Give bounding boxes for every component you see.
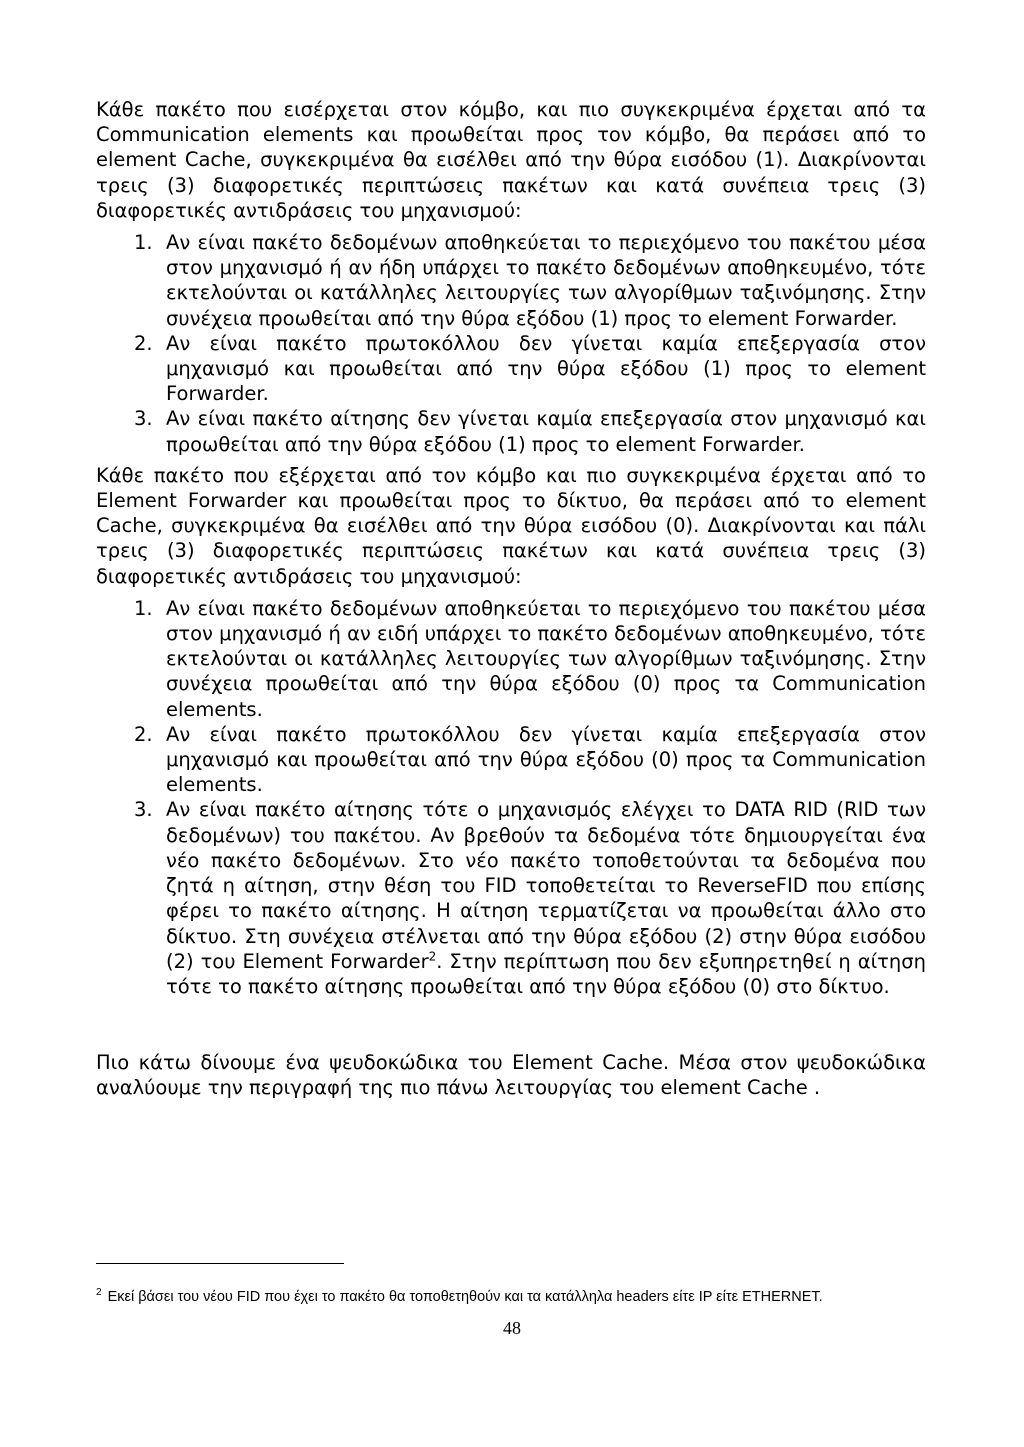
list-item <box>96 722 926 798</box>
list-item <box>96 331 926 407</box>
list-item <box>96 406 926 456</box>
list-number: 3. <box>134 798 153 822</box>
outgoing-paragraph: Κάθε πακέτο που εξέρχεται από τον κόμβο και πιο συγκεκριμένα έρχεται από το Element Forwarder και προωθείται προς το δίκτυο, θα περάσει από το element Cache, συγκεκριμένα θα εισέλθει από την θύρα εισόδου (0). Διακρίνονται και πάλι τρεις (3) διαφορετικές περιπτώσεις πακέτων και κατά συνέπεια τρεις (3) διαφορετικές αντιδράσεις του μηχανισμού: <box>96 463 926 588</box>
footnote-separator <box>96 1263 344 1264</box>
paragraph-gap <box>96 1005 926 1050</box>
list-item-text: Αν είναι πακέτο πρωτοκόλλου δεν γίνεται καμία επεξεργασία στον μηχανισμό και προωθείται από την θύρα εξόδου (1) προς το element Forwarder. <box>166 331 926 406</box>
list-number: 1. <box>134 231 153 255</box>
footnote <box>96 1287 926 1307</box>
closing-paragraph: Πιο κάτω δίνουμε ένα ψευδοκώδικα του Element Cache. Μέσα στον ψευδοκώδικα αναλύουμε την περιγραφή της πιο πάνω λειτουργίας του element Cache . <box>96 1051 926 1100</box>
list-item <box>96 596 926 722</box>
list-item-text: Αν είναι πακέτο αίτησης δεν γίνεται καμία επεξεργασία στον μηχανισμό και προωθείται από την θύρα εξόδου (1) προς το element Forwarder. <box>166 407 926 456</box>
list-item-text: Αν είναι πακέτο δεδομένων αποθηκεύεται το περιεχόμενο του πακέτου μέσα στον μηχανισμό ή αν ειδή υπάρχει το πακέτο δεδομένων αποθηκευμένο, τότε εκτελούνται οι κατάλληλες λειτουργίες των αλγορίθμων ταξινόμησης. Στην συνέχεια προωθείται από την θύρα εξόδου (0) προς τα Communication elements. <box>166 596 926 721</box>
list-number: 3. <box>134 407 153 431</box>
footnote-mark: 2 <box>96 1287 102 1299</box>
footnote-text: Εκεί βάσει του νέου FID που έχει το πακέτο θα τοποθετηθούν και τα κατάλληλα headers είτε IP είτε ETHERNET. <box>107 1289 823 1305</box>
outgoing-cases-list <box>96 596 926 999</box>
list-item-text: Αν είναι πακέτο δεδομένων αποθηκεύεται το περιεχόμενο του πακέτου μέσα στον μηχανισμό ή αν ήδη υπάρχει το πακέτο δεδομένων αποθηκευμένο, τότε εκτελούνται οι κατάλληλες λειτουργίες των αλγορίθμων ταξινόμησης. Στην συνέχεια προωθείται από την θύρα εξόδου (1) προς το element Forwarder. <box>166 231 926 330</box>
list-item-text: Αν είναι πακέτο αίτησης τότε ο μηχανισμός ελέγχει το DATA RID (RID των δεδομένων) του πακέτου. Αν βρεθούν τα δεδομένα τότε δημιουργείται ένα νέο πακέτο δεδομένων. Στο νέο πακέτο τοποθετούνται τα δεδομένα που ζητά η αίτηση, στην θέση του FID τοποθετείται το ReverseFID που επίσης φέρει το πακέτο αίτησης. Η αίτηση τερματίζεται να προωθείται άλλο στο δίκτυο. Στη συνέχεια στέλνεται από την θύρα εξόδου (2) στην θύρα εισόδου (2) του Element Forwarder <box>166 798 926 973</box>
page-number: 48 <box>503 1318 521 1338</box>
list-number: 2. <box>134 331 153 355</box>
intro-paragraph: Κάθε πακέτο που εισέρχεται στον κόμβο, και πιο συγκεκριμένα έρχεται από τα Communication elements και προωθείται προς τον κόμβο, θα περάσει από το element Cache, συγκεκριμένα θα εισέλθει από την θύρα εισόδου (1). Διακρίνονται τρεις (3) διαφορετικές περιπτώσεις πακέτων και κατά συνέπεια τρεις (3) διαφορετικές αντιδράσεις του μηχανισμού: <box>96 98 926 222</box>
list-item-text-continued: . Στην περίπτωση που δεν εξυπηρετηθεί η αίτηση τότε το πακέτο αίτησης προωθείται από την θύρα εξόδου (0) στο δίκτυο. <box>166 949 926 998</box>
list-item <box>96 797 926 999</box>
list-number: 2. <box>134 722 153 746</box>
body-text <box>96 97 926 1101</box>
incoming-cases-list <box>96 230 926 457</box>
list-item <box>96 230 926 331</box>
list-item-text: Αν είναι πακέτο πρωτοκόλλου δεν γίνεται καμία επεξεργασία στον μηχανισμό και προωθείται από την θύρα εξόδου (0) προς τα Communication elements. <box>166 722 926 797</box>
footnote-reference[interactable]: 2 <box>428 949 437 964</box>
list-number: 1. <box>134 596 153 620</box>
